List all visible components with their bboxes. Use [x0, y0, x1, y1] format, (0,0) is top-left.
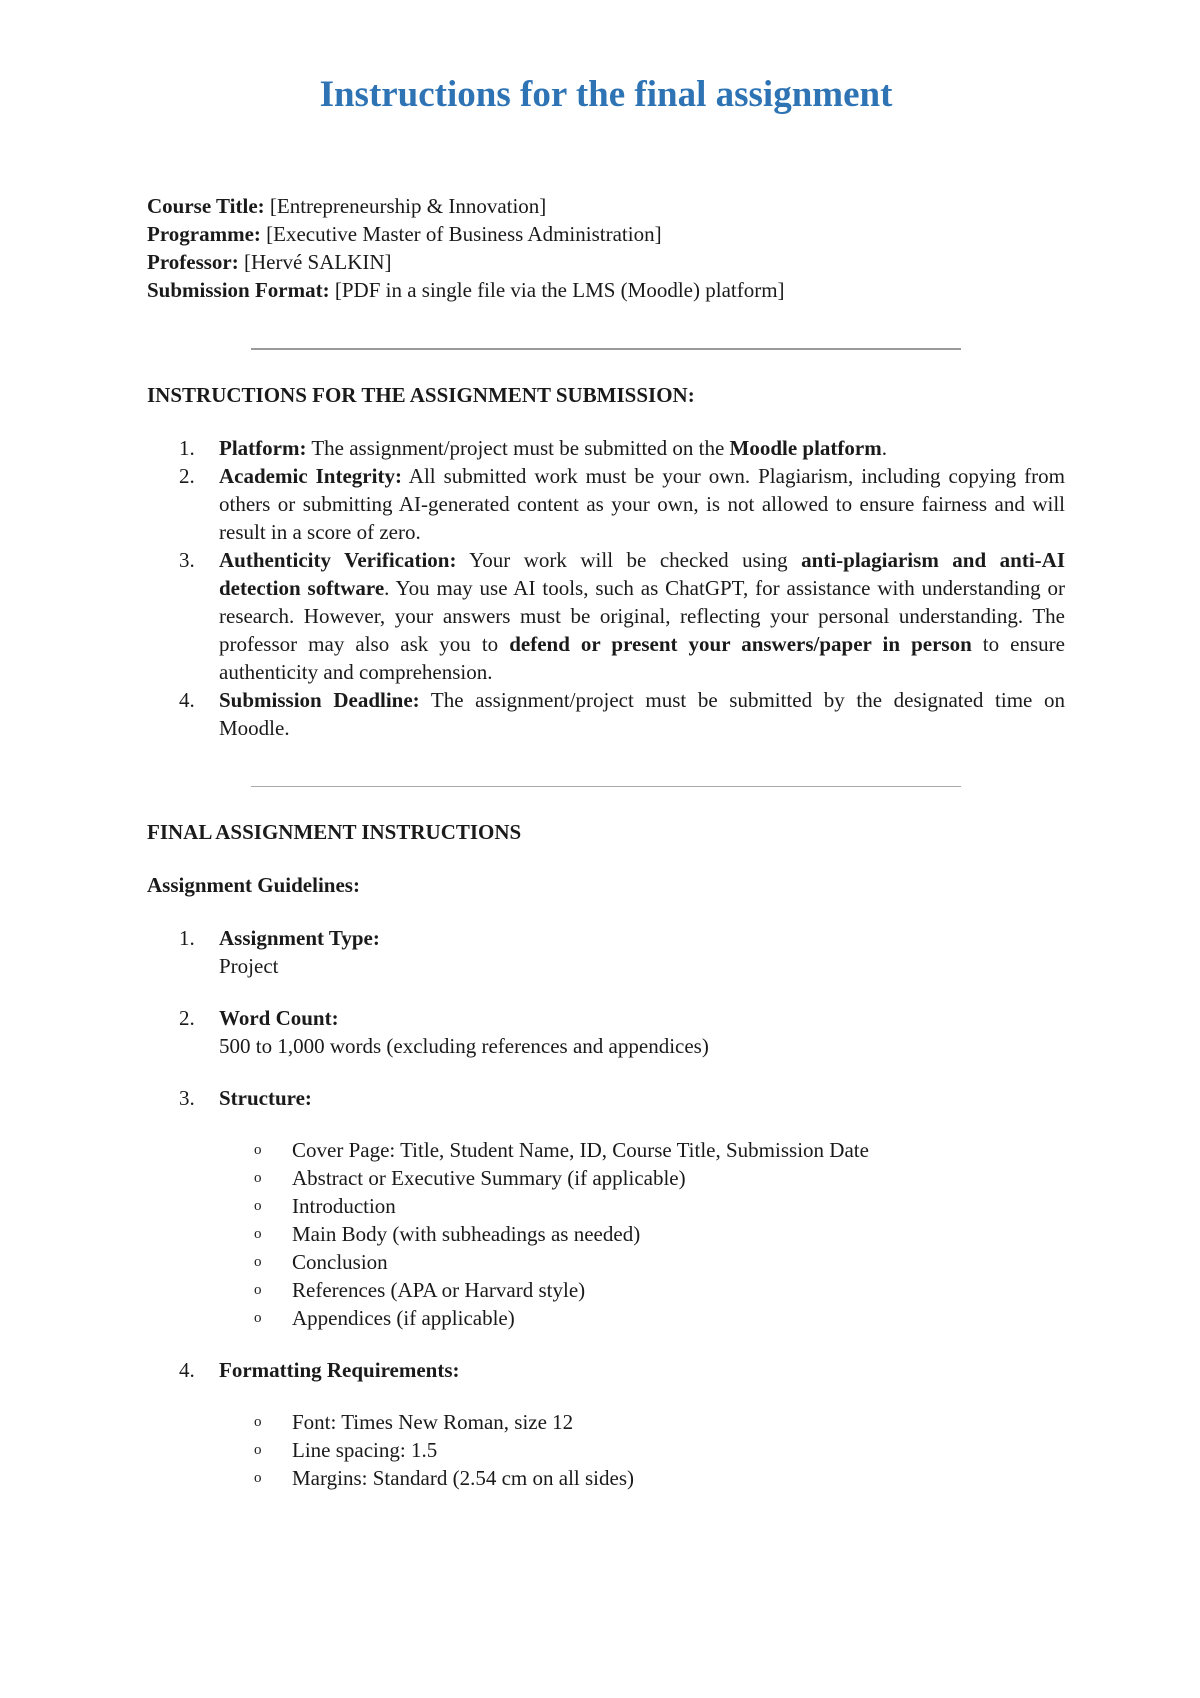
course-meta [147, 192, 1065, 304]
bullet-icon: o [254, 1470, 262, 1486]
divider [251, 348, 961, 350]
list-item [147, 1192, 1065, 1220]
item-label: Assignment Type: [219, 926, 380, 950]
final-heading: FINAL ASSIGNMENT INSTRUCTIONS [147, 820, 522, 844]
professor-value: [Hervé SALKIN] [244, 250, 392, 274]
bullet-icon: o [254, 1414, 262, 1430]
document-title: Instructions for the final assignment [319, 74, 893, 115]
guideline-word-count [147, 1004, 1065, 1060]
list-item-text: Line spacing: 1.5 [292, 1438, 438, 1462]
list-item-text: Introduction [292, 1194, 396, 1218]
guideline-formatting [147, 1356, 1065, 1384]
submission-list [147, 434, 1065, 742]
list-item-text: Font: Times New Roman, size 12 [292, 1410, 574, 1434]
list-item [147, 1276, 1065, 1304]
guidelines-heading: Assignment Guidelines: [147, 873, 360, 897]
item-value: Project [219, 954, 279, 978]
guideline-structure [147, 1084, 1065, 1112]
item-number: 2. [179, 464, 195, 488]
submission-format-label: Submission Format: [147, 278, 330, 302]
item-label: Structure: [219, 1086, 312, 1110]
list-item-text: Main Body (with subheadings as needed) [292, 1222, 641, 1246]
item-text: Your work will be checked using [456, 548, 802, 572]
list-item [147, 1408, 1065, 1436]
item-number: 3. [179, 1086, 195, 1110]
item-number: 2. [179, 1006, 195, 1030]
bullet-icon: o [254, 1442, 262, 1458]
item-text: The assignment/project must be submitted on the [306, 436, 730, 460]
list-item [147, 1304, 1065, 1332]
list-item [147, 1248, 1065, 1276]
list-item [147, 1436, 1065, 1464]
item-bold-text: defend or present your answers/paper in person [509, 632, 972, 656]
guideline-item [147, 1004, 1065, 1060]
guideline-item [147, 1356, 1065, 1384]
course-title-label: Course Title: [147, 194, 265, 218]
structure-list [147, 1136, 1065, 1332]
item-bold-text: anti-plagiarism and anti-AI detection software [219, 548, 1065, 600]
list-item [147, 1220, 1065, 1248]
item-text: to ensure authenticity and comprehension. [219, 632, 1065, 684]
list-item-text: Abstract or Executive Summary (if applicable) [292, 1166, 686, 1190]
submission-format-line [147, 276, 1065, 304]
item-label: Platform: [219, 436, 307, 460]
list-item-text: Appendices (if applicable) [292, 1306, 515, 1330]
item-number: 3. [179, 548, 195, 572]
bullet-icon: o [254, 1226, 262, 1242]
professor-line [147, 248, 1065, 276]
list-item [147, 1164, 1065, 1192]
item-value: 500 to 1,000 words (excluding references and appendices) [219, 1034, 709, 1058]
item-text: . [881, 436, 887, 460]
programme-label: Programme: [147, 222, 261, 246]
bullet-icon: o [254, 1310, 262, 1326]
submission-item-academic-integrity [147, 462, 1065, 546]
submission-item-authenticity [147, 546, 1065, 686]
list-item [147, 1464, 1065, 1492]
submission-item-platform [147, 434, 1065, 462]
bullet-icon: o [254, 1198, 262, 1214]
item-text: The assignment/project must be submitted by the designated time on Moodle. [219, 688, 1065, 740]
item-label: Academic Integrity: [219, 464, 402, 488]
formatting-list [147, 1408, 1065, 1492]
item-number: 1. [179, 926, 195, 950]
item-text: All submitted work must be your own. Plagiarism, including copying from others or submitting AI-generated content as your own, is not allowed to ensure fairness and will result in a score of zero. [219, 464, 1065, 544]
item-text: . You may use AI tools, such as ChatGPT, for assistance with understanding or research. However, your answers must be original, reflecting your personal understanding. The professor may also ask you to [219, 576, 1065, 656]
submission-item-deadline [147, 686, 1065, 742]
guideline-assignment-type [147, 924, 1065, 980]
guideline-item [147, 1084, 1065, 1112]
submission-heading: INSTRUCTIONS FOR THE ASSIGNMENT SUBMISSION: [147, 383, 695, 407]
bullet-icon: o [254, 1282, 262, 1298]
bullet-icon: o [254, 1254, 262, 1270]
list-item-text: Cover Page: Title, Student Name, ID, Course Title, Submission Date [292, 1138, 869, 1162]
item-label: Submission Deadline: [219, 688, 420, 712]
list-item [147, 1136, 1065, 1164]
item-bold-text: Moodle platform [729, 436, 882, 460]
programme-line [147, 220, 1065, 248]
bullet-icon: o [254, 1142, 262, 1158]
divider [251, 786, 961, 787]
course-title-line [147, 192, 1065, 220]
list-item-text: References (APA or Harvard style) [292, 1278, 586, 1302]
item-number: 4. [179, 1358, 195, 1382]
item-number: 4. [179, 688, 195, 712]
professor-label: Professor: [147, 250, 239, 274]
submission-format-value: [PDF in a single file via the LMS (Moodle) platform] [334, 278, 785, 302]
item-label: Word Count: [219, 1006, 339, 1030]
item-number: 1. [179, 436, 195, 460]
item-label: Formatting Requirements: [219, 1358, 460, 1382]
item-label: Authenticity Verification: [219, 548, 457, 572]
list-item-text: Margins: Standard (2.54 cm on all sides) [292, 1466, 634, 1490]
bullet-icon: o [254, 1170, 262, 1186]
list-item-text: Conclusion [292, 1250, 388, 1274]
guideline-item [147, 924, 1065, 980]
programme-value: [Executive Master of Business Administration] [266, 222, 662, 246]
course-title-value: [Entrepreneurship & Innovation] [269, 194, 547, 218]
